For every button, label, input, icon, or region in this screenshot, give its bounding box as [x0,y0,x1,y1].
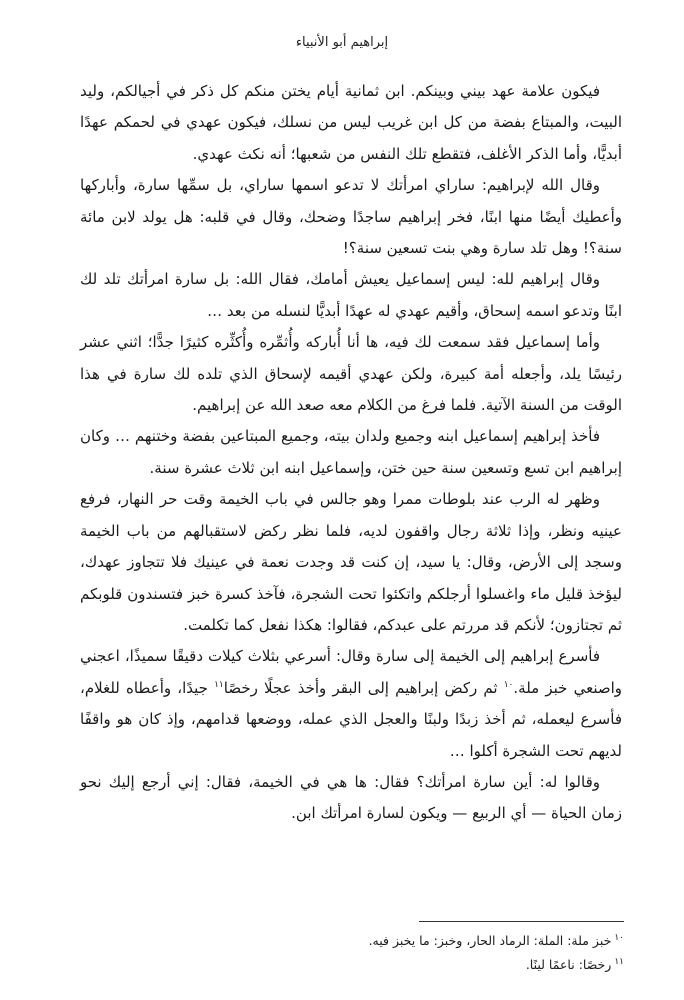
footnote-number: ١٠ [614,932,624,943]
footnotes [64,929,624,977]
paragraph-2: وقال الله لإبراهيم: ساراي امرأتك لا تدعو اسمها ساراي، بل سمِّها سارة، وأباركها وأعطيك أيضًا منها ابنًا، فخر إبراهيم ساجدًا وضحك، وقال في قلبه: هل يولد لابن مائة سنة؟! وهل تلد سارة وهي بنت تسعين سنة؟! [80,176,622,258]
footnote-ref-11[interactable]: ١١ [214,679,224,690]
footnote-10 [64,929,624,953]
running-header: إبراهيم أبو الأنبياء [295,35,389,50]
paragraph-6: وظهر له الرب عند بلوطات ممرا وهو جالس في باب الخيمة وقت حر النهار، فرفع عينيه ونظر، وإذا ثلاثة رجال واقفون لديه، فلما نظر ركض لاستقبالهم من باب الخيمة وسجد إلى الأرض، وقال: يا سيد، إن كنت قد وجدت نعمة في عينيك فلا تتجاوز عهدك، ليؤخذ قليل ماء واغسلوا أرجلكم واتكئوا تحت الشجرة، فآخذ كسرة خبز فتسندون قلوبكم ثم تجتازون؛ لأنكم قد مررتم على عبدكم، فقالوا: هكذا نفعل كما تكلمت. [80,490,622,634]
paragraph-4: وأما إسماعيل فقد سمعت لك فيه، ها أنا أُباركه وأُثمِّره وأُكثِّره كثيرًا جدًّا؛ اثني عشر رئيسًا يلد، وأجعله أمة كبيرة، ولكن عهدي أقيمه لإسحاق الذي تلده لك سارة في هذا الوقت من السنة الآتية. فلما فرغ من الكلام معه صعد الله عن إبراهيم. [80,333,622,415]
footnote-text: خبز ملة: الملة: الرماد الحار، وخبز: ما يخبز فيه. [368,933,612,948]
footnote-11 [64,953,624,977]
paragraph-8: وقالوا له: أين سارة امرأتك؟ فقال: ها هي في الخيمة، فقال: إني أرجع إليك نحو زمان الحياة — أي الربيع — ويكون لسارة امرأتك ابن. [80,772,622,823]
body-text [80,76,622,830]
paragraph-7-part-1: فأسرع إبراهيم إلى الخيمة إلى سارة وقال: أسرعي بثلاث كيلات دقيقًا سميذًا، اعجني واصنعي خبز ملة. [80,647,622,697]
paragraph-1: فيكون علامة عهد بيني وبينكم. ابن ثمانية أيام يختن منكم كل ذكر في أجيالكم، وليد البيت، والمبتاع بفضة من كل ابن غريب ليس من نسلك، فيكون عهدي في لحمكم عهدًا أبديًّا، وأما الذكر الأغلف، فتقطع تلك النفس من شعبها؛ أنه نكث عهدي. [80,82,622,163]
footnote-number: ١١ [614,956,624,967]
paragraph-7-part-2: ثم ركض إبراهيم إلى البقر وأخذ عجلًا رخصًا [223,678,504,697]
paragraph-7-part-3: جيدًا، وأعطاه للغلام، فأسرع ليعمله، ثم أخذ زبدًا ولبنًا والعجل الذي عمله، ووضعها قدامهم، وإذ كان هو واقفًا لديهم تحت الشجرة أكلوا … [80,678,622,760]
paragraph-3: وقال إبراهيم لله: ليس إسماعيل يعيش أمامك، فقال الله: بل سارة امرأتك تلد لك ابنًا وتدعو اسمه إسحاق، وأقيم عهدي له عهدًا أبديًّا لنسله من بعد … [80,270,622,320]
paragraph-5: فأخذ إبراهيم إسماعيل ابنه وجميع ولدان بيته، وجميع المبتاعين بفضة وختنهم … وكان إبراهيم ابن تسع وتسعين سنة حين ختن، وإسماعيل ابنه ابن ثلاث عشرة سنة. [80,427,622,477]
footnote-text: رخصًا: ناعمًا لينًا. [525,957,612,972]
footnote-ref-10[interactable]: ١٠ [503,679,514,690]
paragraph-7 [80,641,622,767]
footnote-divider [419,921,624,922]
